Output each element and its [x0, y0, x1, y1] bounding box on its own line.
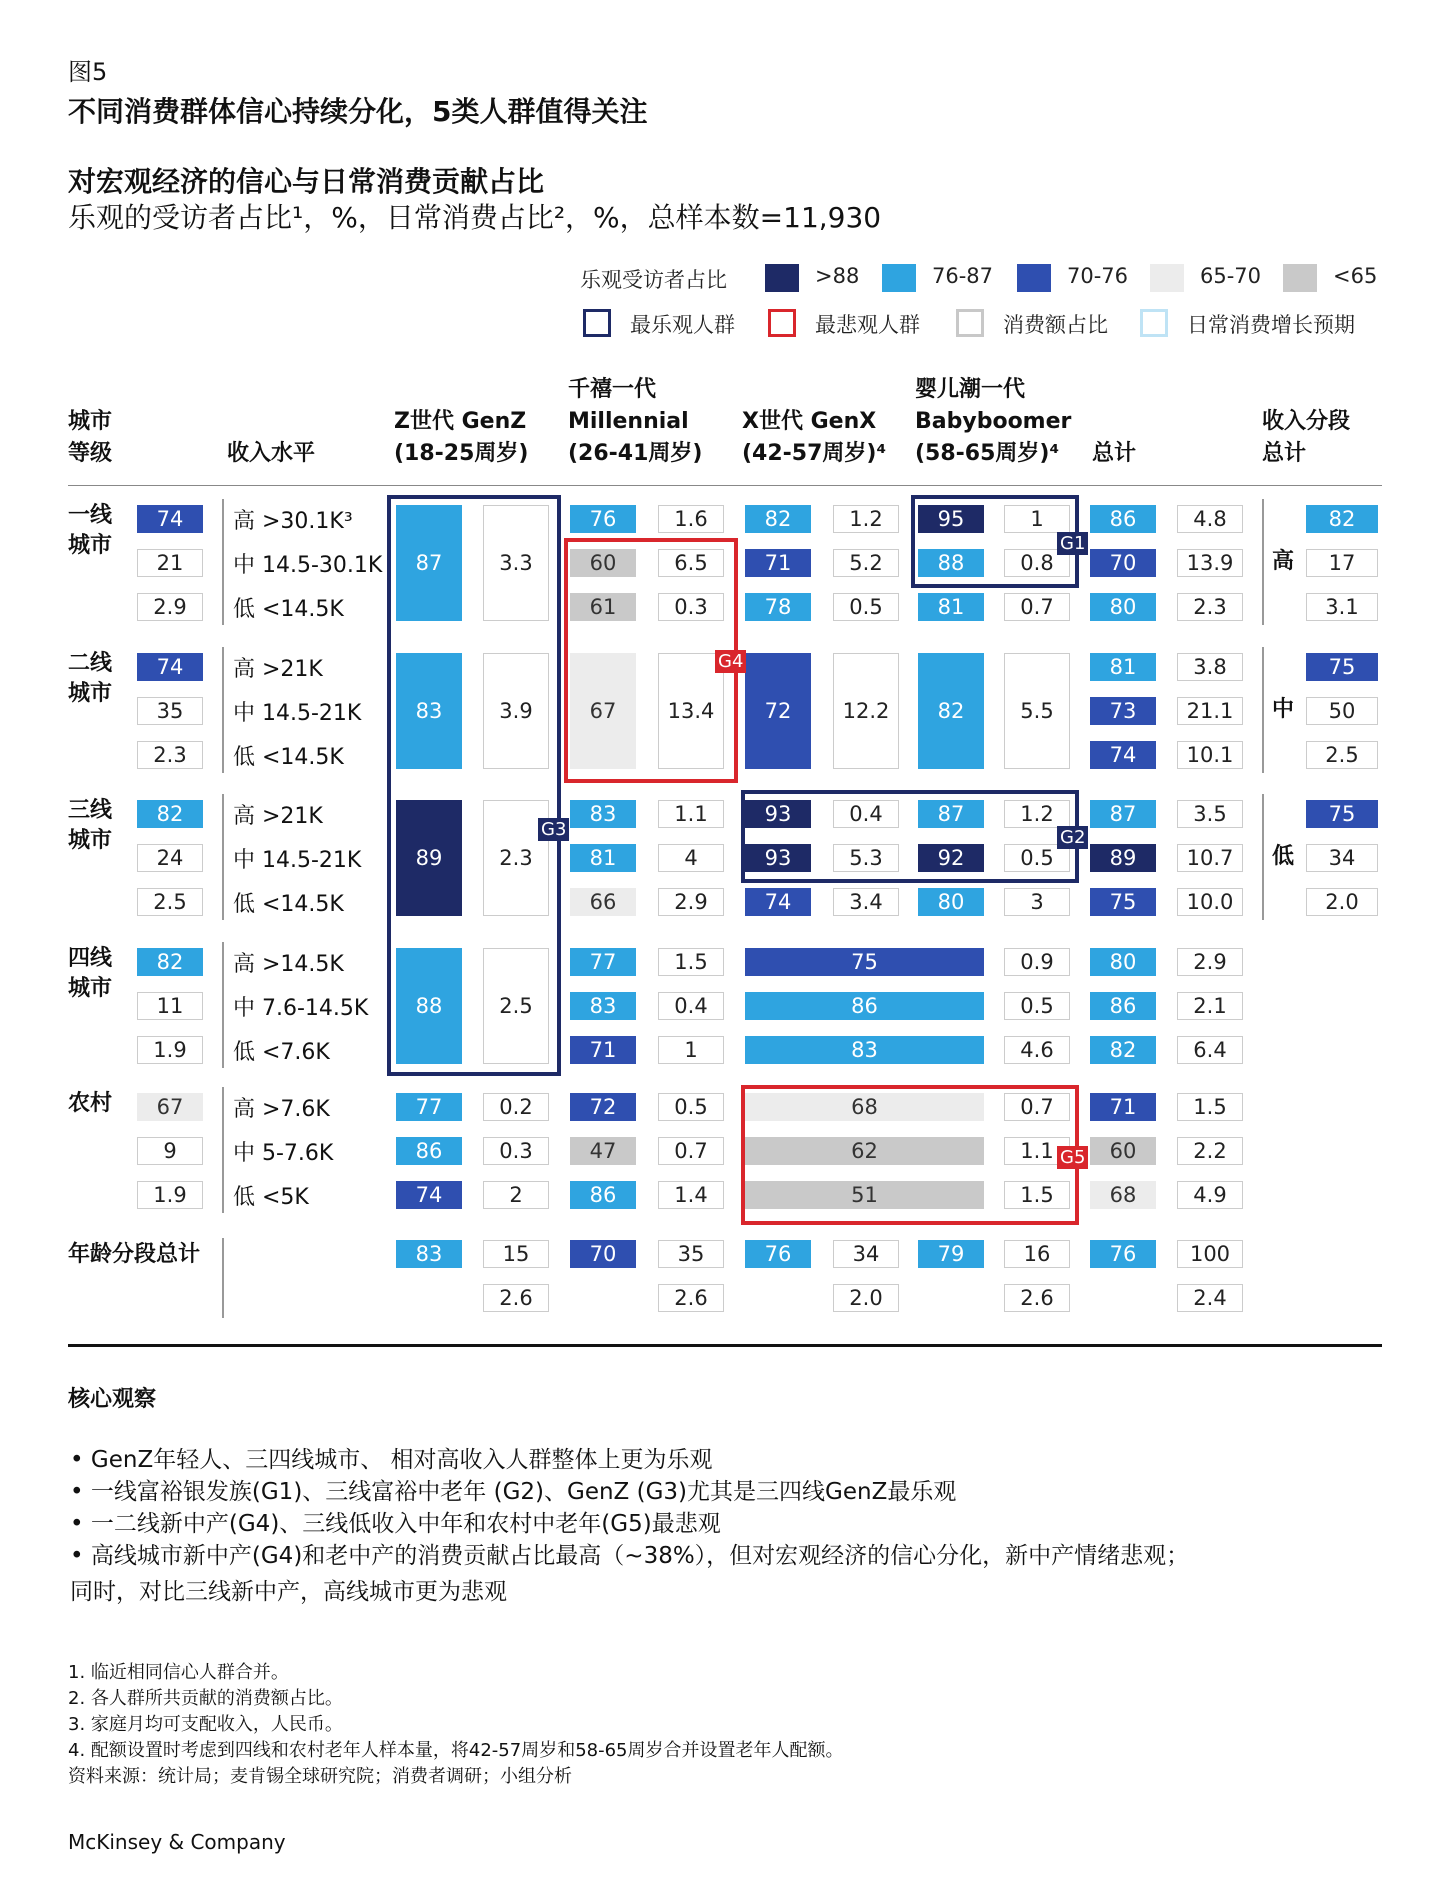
- genx-boomer-optimism-5: 51: [745, 1181, 984, 1209]
- tier-value-2-2: 2.5: [137, 888, 203, 916]
- group-box-g4: [564, 538, 738, 783]
- tier-divider-total: [222, 1238, 224, 1318]
- tier-value-2-1: 24: [137, 844, 203, 872]
- legend-bin-label-0: >88: [815, 264, 860, 288]
- age-total-optimism-boomer: 79: [918, 1240, 984, 1268]
- total-share-3-1: 2.1: [1177, 992, 1243, 1020]
- total-optimism-1-0: 81: [1090, 653, 1156, 681]
- observation-text: 高线城市新中产(G4)和老中产的消费贡献占比最高（~38%），但对宏观经济的信心分化，新中产情绪悲观；: [90, 1543, 1190, 1569]
- genz-optimism-rural-0: 77: [396, 1093, 462, 1121]
- tier-divider-3: [222, 942, 224, 1068]
- income-total-optimism-1: 75: [1306, 653, 1378, 681]
- genz-share-2: 2.3: [483, 800, 549, 916]
- millennial-share-5: 4: [658, 844, 724, 872]
- genx-share-0: 1.2: [833, 505, 899, 533]
- boomer-share-1: 0.8: [1004, 549, 1070, 577]
- income-label-3-1: 中 7.6-14.5K: [233, 996, 369, 1021]
- chart-units: 乐观的受访者占比¹，%，日常消费占比²，%，总样本数=11,930: [68, 201, 882, 234]
- boomer-share-2: 0.7: [1004, 593, 1070, 621]
- boomer-optimism-5: 92: [918, 844, 984, 872]
- age-total-growth-total: 2.4: [1177, 1284, 1243, 1312]
- footnote-2: 3. 家庭月均可支配收入，人民币。: [68, 1714, 343, 1735]
- genz-share-3: 2.5: [483, 948, 549, 1064]
- genz-optimism-2: 89: [396, 800, 462, 916]
- footnote-0: 1. 临近相同信心人群合并。: [68, 1662, 289, 1683]
- legend-swatch-0: [765, 264, 799, 292]
- observation-3: [70, 1539, 1189, 1574]
- observation-text: 一线富裕银发族(G1)、三线富裕中老年 (G2)、GenZ (G3)尤其是三四线GenZ最乐观: [90, 1479, 957, 1505]
- total-share-1-2: 10.1: [1177, 741, 1243, 769]
- genz-share-rural-2: 2: [483, 1181, 549, 1209]
- age-total-growth-genz: 2.6: [483, 1284, 549, 1312]
- observation-text: 一二线新中产(G4)、三线低收入中年和农村中老年(G5)最悲观: [90, 1511, 721, 1537]
- millennial-optimism-3: 67: [570, 653, 636, 769]
- income-total-value-1-1: 50: [1306, 697, 1378, 725]
- legend-swatch-3: [1150, 264, 1184, 292]
- tier-divider-1: [222, 647, 224, 773]
- header-income: 收入水平: [227, 441, 316, 466]
- millennial-share-10: 0.5: [658, 1093, 724, 1121]
- income-total-value-2-1: 34: [1306, 844, 1378, 872]
- income-label-4-1: 中 5-7.6K: [233, 1141, 334, 1166]
- millennial-optimism-4: 83: [570, 800, 636, 828]
- millennial-optimism-10: 72: [570, 1093, 636, 1121]
- income-total-divider-0: [1262, 499, 1264, 625]
- total-share-1-0: 3.8: [1177, 653, 1243, 681]
- total-share-2-0: 3.5: [1177, 800, 1243, 828]
- income-label-0-0: 高 >30.1K³: [233, 509, 353, 534]
- millennial-share-6: 2.9: [658, 888, 724, 916]
- total-share-3-0: 2.9: [1177, 948, 1243, 976]
- tier-value-1-1: 35: [137, 697, 203, 725]
- legend-box-label-1: 最悲观人群: [815, 313, 920, 337]
- age-total-share-genz: 15: [483, 1240, 549, 1268]
- total-optimism-0-0: 86: [1090, 505, 1156, 533]
- group-box-g2-tag: G2: [1057, 826, 1088, 849]
- income-label-1-2: 低 <14.5K: [233, 745, 344, 770]
- income-total-label-2: 低: [1272, 844, 1295, 869]
- genx-boomer-optimism-3: 68: [745, 1093, 984, 1121]
- total-optimism-3-0: 80: [1090, 948, 1156, 976]
- age-total-label: 年龄分段总计: [68, 1242, 201, 1267]
- income-total-divider-1: [1262, 647, 1264, 773]
- total-optimism-0-1: 70: [1090, 549, 1156, 577]
- genx-boomer-optimism-0: 75: [745, 948, 984, 976]
- genz-share-1: 3.9: [483, 653, 549, 769]
- total-share-0-2: 2.3: [1177, 593, 1243, 621]
- genx-boomer-optimism-1: 86: [745, 992, 984, 1020]
- legend-box-0: [583, 309, 611, 337]
- boomer-optimism-0: 95: [918, 505, 984, 533]
- total-share-0-1: 13.9: [1177, 549, 1243, 577]
- boomer-optimism-3: 82: [918, 653, 984, 769]
- income-label-0-2: 低 <14.5K: [233, 597, 344, 622]
- footer-brand: McKinsey & Company: [68, 1830, 286, 1854]
- genx-optimism-5: 93: [745, 844, 811, 872]
- tier-value-3-1: 11: [137, 992, 203, 1020]
- header-millennial: 千禧一代 Millennial (26-41周岁): [568, 377, 703, 466]
- income-total-optimism-2: 75: [1306, 800, 1378, 828]
- millennial-optimism-9: 71: [570, 1036, 636, 1064]
- genx-boomer-share-1: 0.5: [1004, 992, 1070, 1020]
- observations-title: 核心观察: [68, 1387, 157, 1412]
- genz-share-0: 3.3: [483, 505, 549, 621]
- bullet: •: [70, 1479, 91, 1505]
- genz-optimism-0: 87: [396, 505, 462, 621]
- total-optimism-4-0: 71: [1090, 1093, 1156, 1121]
- genx-share-2: 0.5: [833, 593, 899, 621]
- millennial-share-0: 1.6: [658, 505, 724, 533]
- income-label-2-1: 中 14.5-21K: [233, 848, 362, 873]
- age-total-share-total: 100: [1177, 1240, 1243, 1268]
- income-total-divider-2: [1262, 794, 1264, 920]
- millennial-optimism-11: 47: [570, 1137, 636, 1165]
- millennial-share-12: 1.4: [658, 1181, 724, 1209]
- millennial-share-9: 1: [658, 1036, 724, 1064]
- tier-value-3-2: 1.9: [137, 1036, 203, 1064]
- millennial-share-11: 0.7: [658, 1137, 724, 1165]
- millennial-optimism-5: 81: [570, 844, 636, 872]
- income-label-2-0: 高 >21K: [233, 804, 323, 829]
- legend-bin-label-4: <65: [1333, 264, 1378, 288]
- bullet: •: [70, 1511, 91, 1537]
- income-label-4-2: 低 <5K: [233, 1185, 309, 1210]
- income-label-3-2: 低 <7.6K: [233, 1040, 330, 1065]
- genx-optimism-1: 71: [745, 549, 811, 577]
- group-box-g3-tag: G3: [538, 818, 569, 841]
- tier-optimism-2: 82: [137, 800, 203, 828]
- millennial-share-1: 6.5: [658, 549, 724, 577]
- genx-boomer-optimism-4: 62: [745, 1137, 984, 1165]
- income-total-value-2-2: 2.0: [1306, 888, 1378, 916]
- age-total-growth-millennial: 2.6: [658, 1284, 724, 1312]
- tier-divider-2: [222, 794, 224, 920]
- total-share-3-2: 6.4: [1177, 1036, 1243, 1064]
- income-total-label-1: 中: [1272, 697, 1295, 722]
- millennial-optimism-6: 66: [570, 888, 636, 916]
- tier-label-4: 农村: [68, 1091, 113, 1116]
- legend-box-label-2: 消费额占比: [1003, 313, 1108, 337]
- genx-boomer-share-4: 1.1: [1004, 1137, 1070, 1165]
- legend-box-label-3: 日常消费增长预期: [1187, 313, 1355, 337]
- group-box-g3: [387, 495, 561, 1076]
- genx-optimism-3: 72: [745, 653, 811, 769]
- genx-boomer-share-2: 4.6: [1004, 1036, 1070, 1064]
- total-share-2-1: 10.7: [1177, 844, 1243, 872]
- legend-bin-label-3: 65-70: [1200, 264, 1262, 288]
- total-optimism-2-1: 89: [1090, 844, 1156, 872]
- bullet: •: [70, 1447, 91, 1473]
- income-label-3-0: 高 >14.5K: [233, 952, 344, 977]
- group-box-g4-tag: G4: [715, 650, 746, 673]
- boomer-optimism-1: 88: [918, 549, 984, 577]
- age-total-share-genx: 34: [833, 1240, 899, 1268]
- tier-value-1-2: 2.3: [137, 741, 203, 769]
- millennial-share-7: 1.5: [658, 948, 724, 976]
- total-share-4-2: 4.9: [1177, 1181, 1243, 1209]
- income-label-1-1: 中 14.5-21K: [233, 701, 362, 726]
- total-optimism-3-1: 86: [1090, 992, 1156, 1020]
- footnote-4: 资料来源：统计局；麦肯锡全球研究院；消费者调研；小组分析: [68, 1766, 572, 1787]
- millennial-optimism-7: 77: [570, 948, 636, 976]
- header-income-total: 收入分段 总计: [1262, 409, 1351, 466]
- millennial-share-2: 0.3: [658, 593, 724, 621]
- total-optimism-2-0: 87: [1090, 800, 1156, 828]
- genx-share-3: 12.2: [833, 653, 899, 769]
- tier-divider-0: [222, 499, 224, 625]
- millennial-optimism-1: 60: [570, 549, 636, 577]
- boomer-optimism-4: 87: [918, 800, 984, 828]
- genz-share-rural-1: 0.3: [483, 1137, 549, 1165]
- income-total-optimism-0: 82: [1306, 505, 1378, 533]
- genz-optimism-rural-2: 74: [396, 1181, 462, 1209]
- footnote-1: 2. 各人群所共贡献的消费额占比。: [68, 1688, 343, 1709]
- income-total-value-0-2: 3.1: [1306, 593, 1378, 621]
- observation-text: GenZ年轻人、三四线城市、 相对高收入人群整体上更为乐观: [90, 1447, 713, 1473]
- group-box-g2: [741, 790, 1079, 883]
- total-optimism-1-2: 74: [1090, 741, 1156, 769]
- tier-optimism-0: 74: [137, 505, 203, 533]
- income-total-label-0: 高: [1272, 549, 1295, 574]
- figure-label: 图5: [68, 58, 108, 86]
- legend-swatch-1: [882, 264, 916, 292]
- millennial-share-8: 0.4: [658, 992, 724, 1020]
- bullet: •: [70, 1543, 91, 1569]
- tier-value-0-1: 21: [137, 549, 203, 577]
- age-total-share-boomer: 16: [1004, 1240, 1070, 1268]
- separator-line: [68, 1344, 1382, 1347]
- observation-1: [70, 1475, 956, 1510]
- legend-box-1: [768, 309, 796, 337]
- footnote-3: 4. 配额设置时考虑到四线和农村老年人样本量，将42-57周岁和58-65周岁合并设置老年人配额。: [68, 1740, 844, 1761]
- total-share-1-1: 21.1: [1177, 697, 1243, 725]
- total-share-0-0: 4.8: [1177, 505, 1243, 533]
- genx-optimism-0: 82: [745, 505, 811, 533]
- genx-share-4: 0.4: [833, 800, 899, 828]
- boomer-optimism-2: 81: [918, 593, 984, 621]
- genx-optimism-2: 78: [745, 593, 811, 621]
- observation-4: [70, 1575, 507, 1610]
- income-label-4-0: 高 >7.6K: [233, 1097, 330, 1122]
- age-total-share-millennial: 35: [658, 1240, 724, 1268]
- tier-label-1: 二线 城市: [68, 651, 113, 706]
- genx-boomer-share-3: 0.7: [1004, 1093, 1070, 1121]
- genx-share-6: 3.4: [833, 888, 899, 916]
- income-total-value-1-2: 2.5: [1306, 741, 1378, 769]
- genz-optimism-1: 83: [396, 653, 462, 769]
- income-label-1-0: 高 >21K: [233, 657, 323, 682]
- age-total-growth-genx: 2.0: [833, 1284, 899, 1312]
- millennial-share-3: 13.4: [658, 653, 724, 769]
- chart-subtitle: 对宏观经济的信心与日常消费贡献占比: [68, 165, 545, 198]
- tier-label-2: 三线 城市: [68, 798, 113, 853]
- legend-title: 乐观受访者占比: [580, 268, 727, 292]
- age-total-optimism-genz: 83: [396, 1240, 462, 1268]
- genx-boomer-share-5: 1.5: [1004, 1181, 1070, 1209]
- genx-share-5: 5.3: [833, 844, 899, 872]
- boomer-share-3: 5.5: [1004, 653, 1070, 769]
- millennial-optimism-2: 61: [570, 593, 636, 621]
- tier-value-4-1: 9: [137, 1137, 203, 1165]
- group-box-g1-tag: G1: [1057, 532, 1088, 555]
- legend-swatch-2: [1017, 264, 1051, 292]
- millennial-share-4: 1.1: [658, 800, 724, 828]
- age-total-optimism-genx: 76: [745, 1240, 811, 1268]
- boomer-share-5: 0.5: [1004, 844, 1070, 872]
- income-label-0-1: 中 14.5-30.1K: [233, 553, 383, 578]
- tier-optimism-3: 82: [137, 948, 203, 976]
- total-share-4-0: 1.5: [1177, 1093, 1243, 1121]
- tier-value-0-2: 2.9: [137, 593, 203, 621]
- header-total: 总计: [1092, 441, 1137, 466]
- tier-optimism-1: 74: [137, 653, 203, 681]
- total-optimism-4-1: 60: [1090, 1137, 1156, 1165]
- age-total-growth-boomer: 2.6: [1004, 1284, 1070, 1312]
- group-box-g5: [741, 1085, 1079, 1225]
- genx-boomer-share-0: 0.9: [1004, 948, 1070, 976]
- observation-2: [70, 1507, 721, 1542]
- total-share-4-1: 2.2: [1177, 1137, 1243, 1165]
- header-rule: [68, 485, 1382, 486]
- total-share-2-2: 10.0: [1177, 888, 1243, 916]
- page-title: 不同消费群体信心持续分化，5类人群值得关注: [68, 95, 648, 128]
- total-optimism-0-2: 80: [1090, 593, 1156, 621]
- tier-optimism-4: 67: [137, 1093, 203, 1121]
- age-total-optimism-millennial: 70: [570, 1240, 636, 1268]
- header-genz: Z世代 GenZ (18-25周岁): [394, 409, 529, 466]
- header-genx: X世代 GenX (42-57周岁)⁴: [742, 409, 887, 466]
- legend-bin-label-1: 76-87: [932, 264, 994, 288]
- genx-optimism-4: 93: [745, 800, 811, 828]
- tier-value-4-2: 1.9: [137, 1181, 203, 1209]
- genz-share-rural-0: 0.2: [483, 1093, 549, 1121]
- genz-optimism-rural-1: 86: [396, 1137, 462, 1165]
- genz-optimism-3: 88: [396, 948, 462, 1064]
- tier-label-0: 一线 城市: [68, 503, 113, 558]
- millennial-optimism-8: 83: [570, 992, 636, 1020]
- age-total-optimism-total: 76: [1090, 1240, 1156, 1268]
- total-optimism-1-1: 73: [1090, 697, 1156, 725]
- header-boomer: 婴儿潮一代 Babyboomer (58-65周岁)⁴: [915, 377, 1072, 466]
- legend-box-2: [956, 309, 984, 337]
- observation-text: 同时，对比三线新中产，高线城市更为悲观: [70, 1579, 507, 1605]
- millennial-optimism-0: 76: [570, 505, 636, 533]
- tier-label-3: 四线 城市: [68, 946, 113, 1001]
- group-box-g1: [911, 495, 1079, 588]
- boomer-share-4: 1.2: [1004, 800, 1070, 828]
- total-optimism-2-2: 75: [1090, 888, 1156, 916]
- header-city-tier: 城市 等级: [68, 409, 113, 466]
- genx-optimism-6: 74: [745, 888, 811, 916]
- income-total-value-0-1: 17: [1306, 549, 1378, 577]
- boomer-share-6: 3: [1004, 888, 1070, 916]
- group-box-g5-tag: G5: [1057, 1146, 1088, 1169]
- genx-share-1: 5.2: [833, 549, 899, 577]
- boomer-optimism-6: 80: [918, 888, 984, 916]
- legend-box-3: [1140, 309, 1168, 337]
- tier-divider-4: [222, 1087, 224, 1213]
- income-label-2-2: 低 <14.5K: [233, 892, 344, 917]
- legend-box-label-0: 最乐观人群: [630, 313, 735, 337]
- genx-boomer-optimism-2: 83: [745, 1036, 984, 1064]
- boomer-share-0: 1: [1004, 505, 1070, 533]
- total-optimism-4-2: 68: [1090, 1181, 1156, 1209]
- millennial-optimism-12: 86: [570, 1181, 636, 1209]
- legend-bin-label-2: 70-76: [1067, 264, 1129, 288]
- total-optimism-3-2: 82: [1090, 1036, 1156, 1064]
- legend-swatch-4: [1283, 264, 1317, 292]
- observation-0: [70, 1443, 713, 1478]
